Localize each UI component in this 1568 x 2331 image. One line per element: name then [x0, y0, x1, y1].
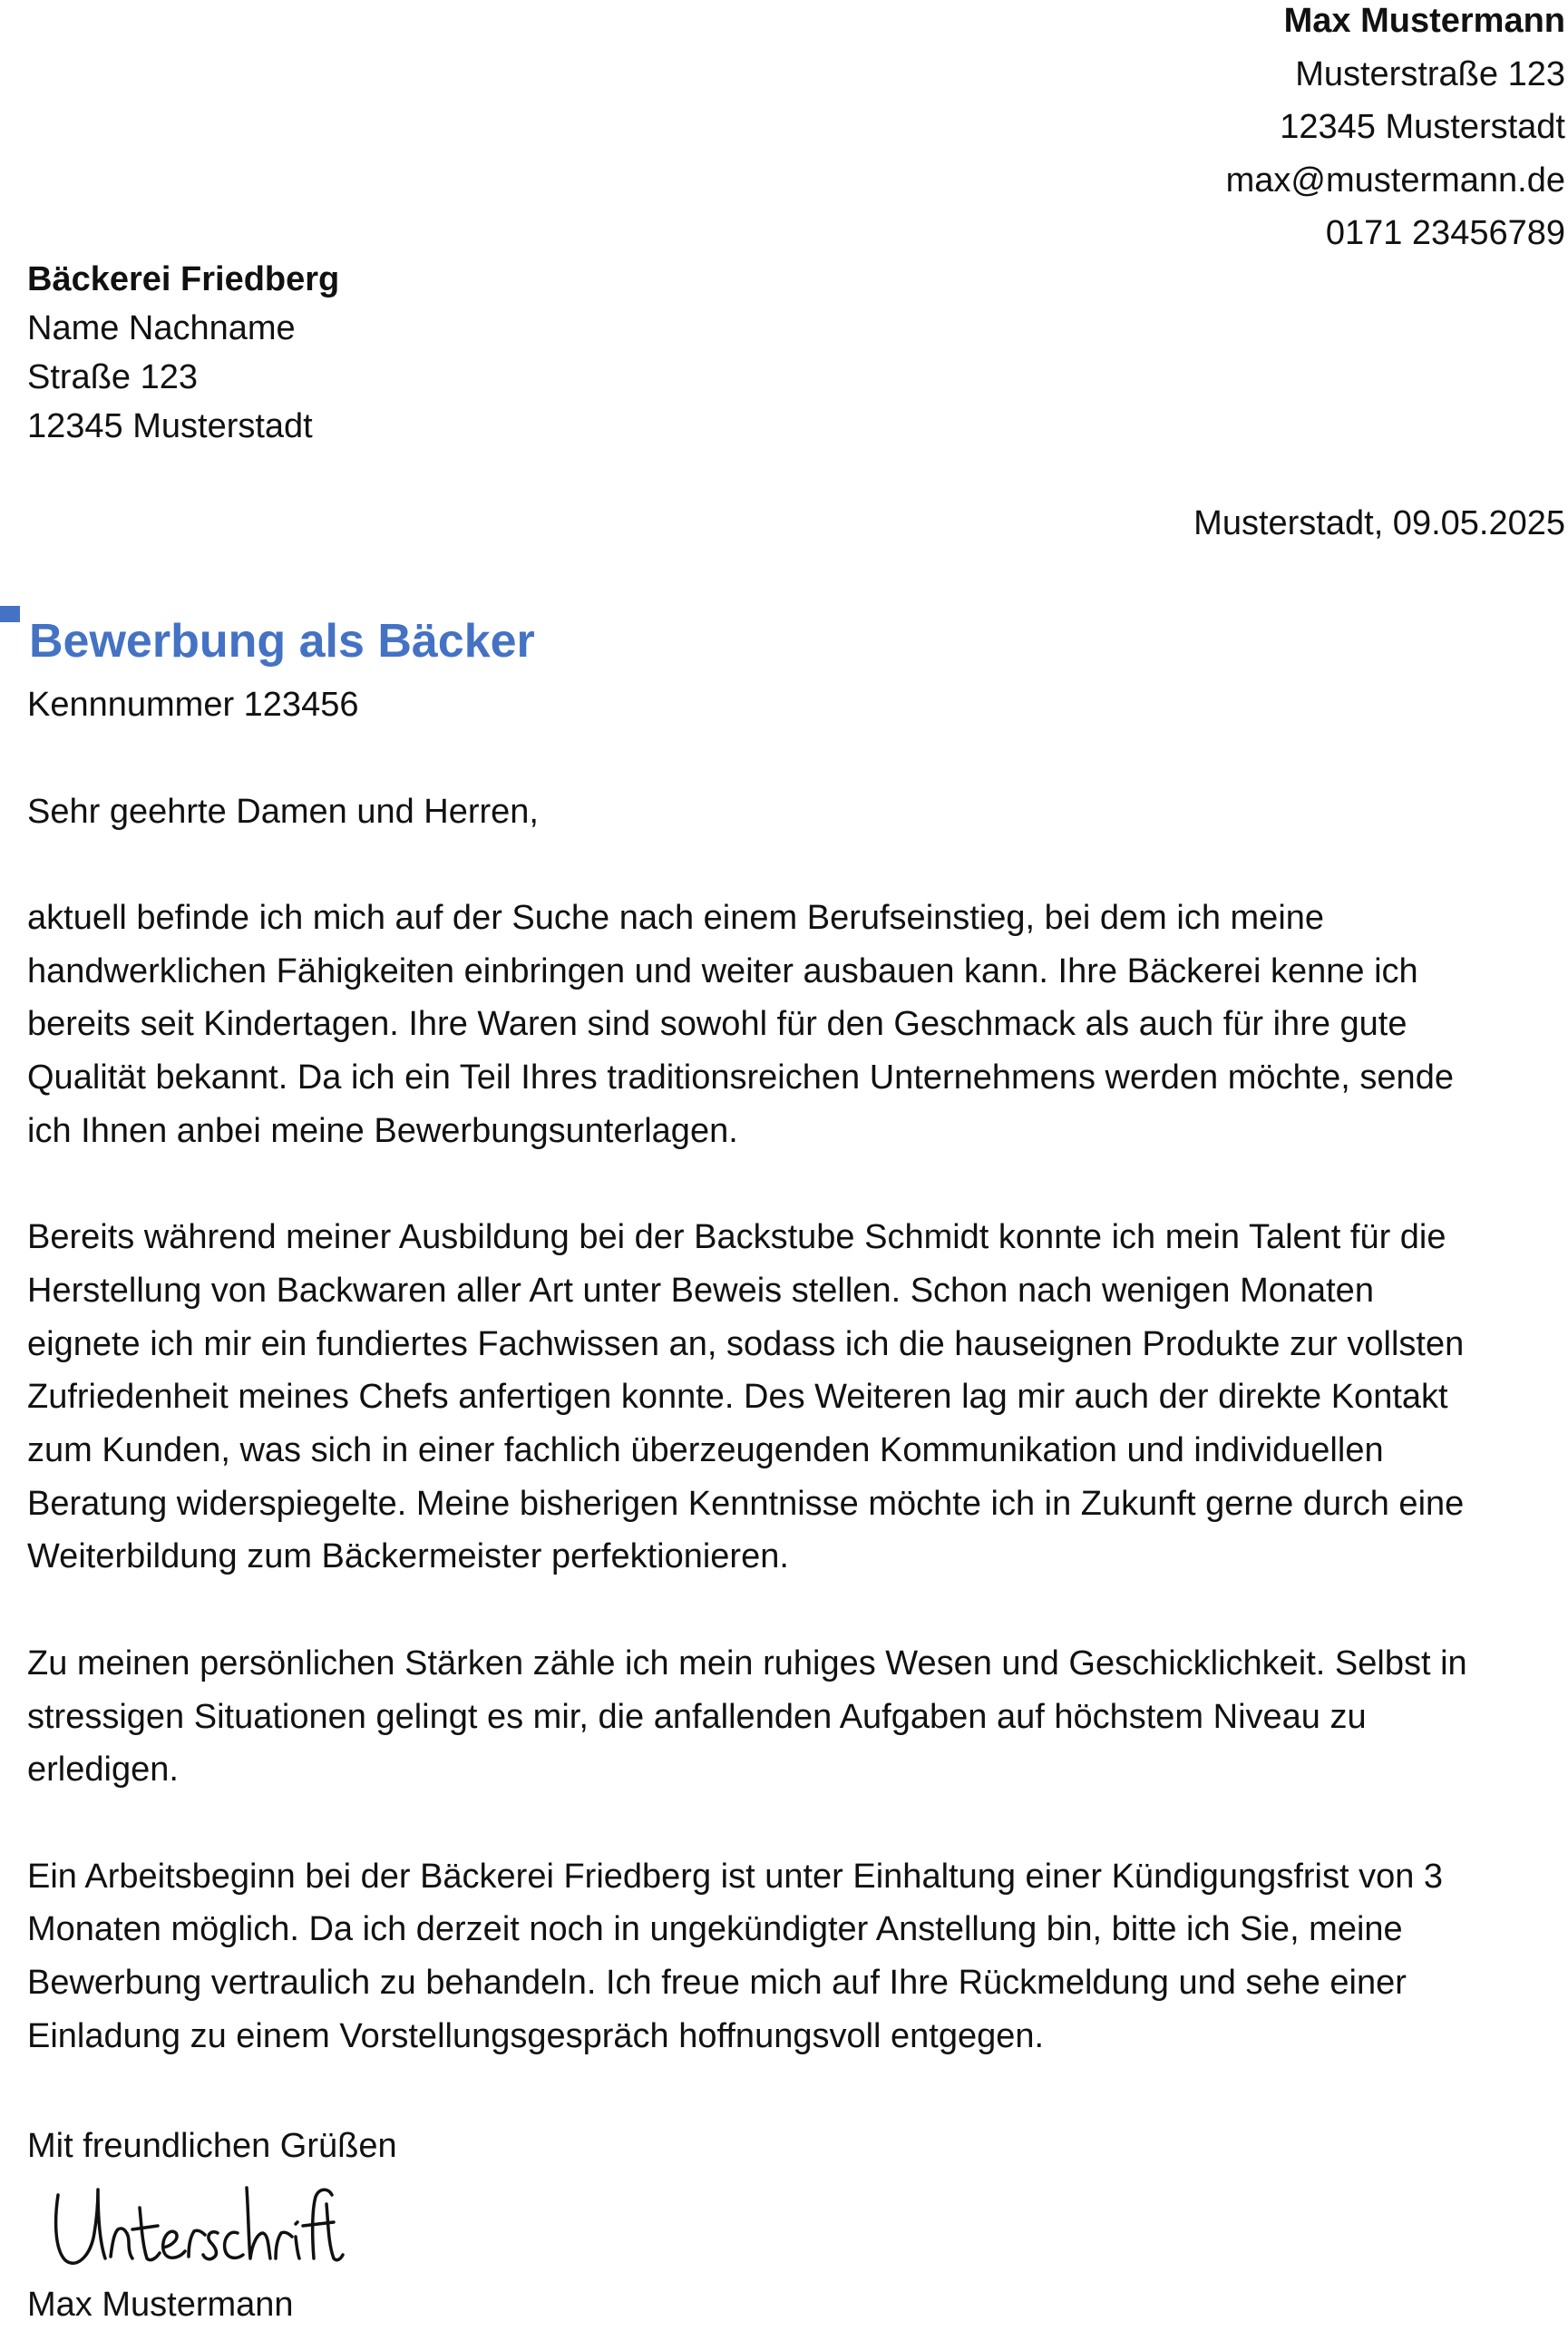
reference-number: Kennnummer 123456 [27, 686, 359, 724]
signer-name: Max Mustermann [27, 2286, 294, 2324]
recipient-street: Straße 123 [27, 358, 198, 396]
paragraph-line: bereits seit Kindertagen. Ihre Waren sind sowohl für den Geschmack als auch für ihre gute [27, 1005, 1407, 1044]
paragraph-line: Herstellung von Backwaren aller Art unter Beweis stellen. Schon nach wenigen Monaten [27, 1271, 1374, 1310]
paragraph-line: Ein Arbeitsbeginn bei der Bäckerei Friedberg ist unter Einhaltung einer Kündigungsfrist von 3 [27, 1857, 1444, 1896]
paragraph-line: eignete ich mir ein fundiertes Fachwissen an, sodass ich die hauseignen Produkte zur vollsten [27, 1324, 1465, 1363]
sender-phone: 0171 23456789 [1325, 214, 1565, 252]
paragraph-line: zum Kunden, was sich in einer fachlich überzeugenden Kommunikation und individuellen [27, 1431, 1384, 1470]
paragraph-line: Zufriedenheit meines Chefs anfertigen konnte. Des Weiteren lag mir auch der direkte Kontakt [27, 1378, 1448, 1417]
letter-date: Musterstadt, 09.05.2025 [1193, 504, 1565, 542]
paragraph-3 [27, 1637, 1568, 1797]
recipient-company: Bäckerei Friedberg [27, 260, 340, 298]
paragraph-line: Weiterbildung zum Bäckermeister perfektionieren. [27, 1537, 789, 1576]
paragraph-line: Monaten möglich. Da ich derzeit noch in ungekündigter Anstellung bin, bitte ich Sie, meine [27, 1910, 1403, 1949]
sender-city: 12345 Musterstadt [1280, 108, 1565, 146]
paragraph-line: stressigen Situationen gelingt es mir, die anfallenden Aufgaben auf höchstem Niveau zu [27, 1697, 1367, 1736]
recipient-contact: Name Nachname [27, 309, 296, 347]
recipient-city: 12345 Musterstadt [27, 407, 313, 445]
letter-subject: Bewerbung als Bäcker [29, 615, 535, 668]
sender-name: Max Mustermann [1283, 2, 1565, 40]
paragraph-line: Bereits während meiner Ausbildung bei der Backstube Schmidt konnte ich mein Talent für die [27, 1218, 1446, 1257]
recipient-address-block [27, 255, 339, 451]
paragraph-line: erledigen. [27, 1751, 179, 1790]
sender-email: max@mustermann.de [1225, 161, 1565, 200]
paragraph-line: aktuell befinde ich mich auf der Suche nach einem Berufseinstieg, bei dem ich meine [27, 899, 1325, 937]
paragraph-2 [27, 1211, 1568, 1584]
heading-marker-icon [0, 606, 20, 622]
letter-body [27, 892, 1568, 2116]
paragraph-line: ich Ihnen anbei meine Bewerbungsunterlagen. [27, 1111, 738, 1150]
paragraph-line: Qualität bekannt. Da ich ein Teil Ihres traditionsreichen Unternehmens werden möchte, sende [27, 1058, 1454, 1097]
paragraph-line: Einladung zu einem Vorstellungsgespräch hoffnungsvoll entgegen. [27, 2016, 1045, 2055]
sender-street: Musterstraße 123 [1295, 54, 1565, 93]
handwritten-signature [45, 2170, 345, 2278]
salutation: Sehr geehrte Damen und Herren, [27, 793, 539, 831]
paragraph-1 [27, 892, 1568, 1158]
paragraph-line: Bewerbung vertraulich zu behandeln. Ich freue mich auf Ihre Rückmeldung und sehe einer [27, 1964, 1407, 2003]
closing-phrase: Mit freundlichen Grüßen [27, 2127, 397, 2165]
sender-address-block [1226, 0, 1565, 260]
paragraph-line: Zu meinen persönlichen Stärken zähle ich mein ruhiges Wesen und Geschicklichkeit. Selbst in [27, 1643, 1467, 1682]
paragraph-line: handwerklichen Fähigkeiten einbringen und weiter ausbauen kann. Ihre Bäckerei kenne ich [27, 951, 1418, 990]
paragraph-line: Beratung widerspiegelte. Meine bisherigen Kenntnisse möchte ich in Zukunft gerne durch eine [27, 1484, 1465, 1523]
paragraph-4 [27, 1850, 1568, 2063]
